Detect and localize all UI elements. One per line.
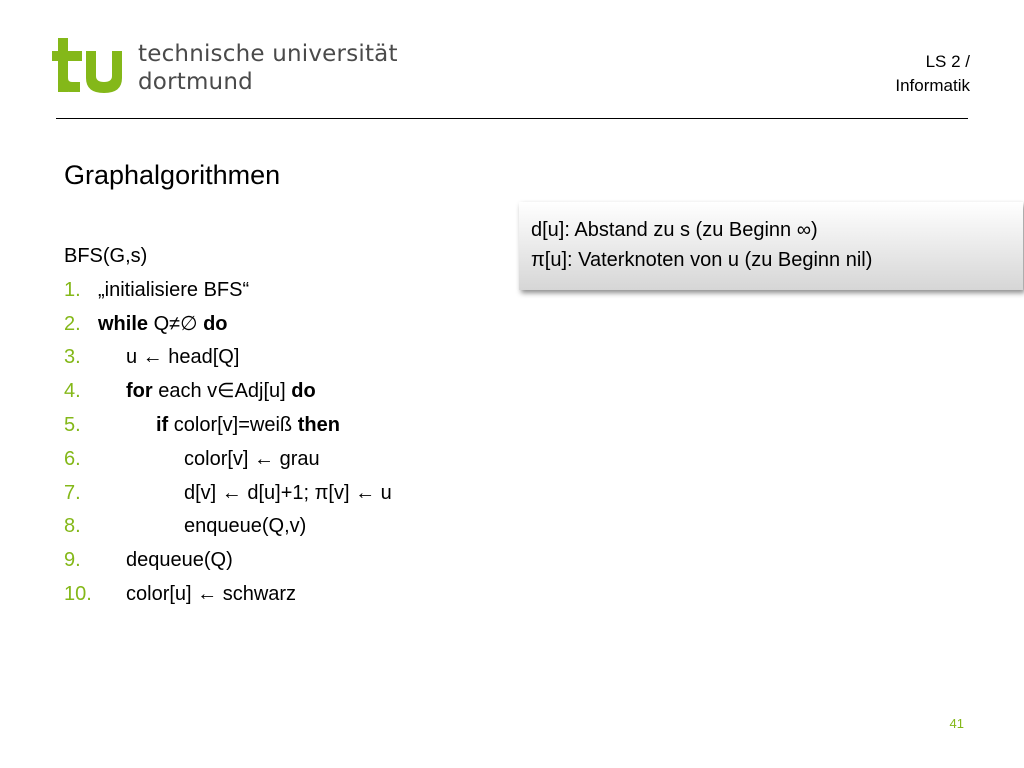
line-number: 3.: [64, 346, 81, 369]
line-number: 4.: [64, 380, 81, 403]
logo-line-1: technische universität: [138, 41, 398, 67]
note-line-2: π[u]: Vaterknoten von u (zu Beginn nil): [531, 249, 873, 271]
keyword: for: [126, 380, 153, 403]
department-label: [895, 50, 970, 98]
page-number: 41: [949, 716, 964, 731]
line-code: [184, 443, 320, 477]
line-number: 2.: [64, 312, 81, 335]
line-code: [98, 308, 228, 342]
tu-logo-icon: [52, 38, 126, 94]
code-text: color[v] ← grau: [184, 447, 320, 470]
line-code: [126, 544, 233, 578]
code-text: color[v]=weiß: [168, 413, 298, 436]
line-number: 9.: [64, 549, 81, 572]
line-number: 1.: [64, 278, 81, 301]
line-code: [184, 477, 392, 511]
keyword: then: [297, 413, 340, 436]
line-number: 7.: [64, 481, 81, 504]
code-text: u ← head[Q]: [126, 346, 240, 369]
code-text: each v∈Adj[u]: [152, 380, 292, 403]
code-text: dequeue(Q): [126, 549, 233, 572]
line-code: [184, 510, 306, 544]
line-code: [126, 341, 239, 375]
code-text: color[u] ← schwarz: [126, 582, 297, 605]
keyword: if: [156, 413, 169, 436]
note-line-1: d[u]: Abstand zu s (zu Beginn ∞): [531, 219, 818, 241]
keyword: do: [291, 380, 316, 403]
line-code: [126, 578, 296, 612]
line-number: 10.: [64, 582, 92, 605]
line-code: [126, 375, 316, 409]
code-text: enqueue(Q,v): [184, 515, 307, 538]
line-number: 6.: [64, 447, 81, 470]
dept-line-2: Informatik: [895, 76, 970, 95]
keyword: while: [98, 312, 149, 335]
dept-line-1: LS 2 /: [925, 52, 970, 71]
line-code: [156, 409, 340, 443]
definitions-box: [519, 202, 1023, 290]
keyword: do: [203, 312, 228, 335]
code-text: d[v] ← d[u]+1; π[v] ← u: [184, 481, 392, 504]
code-text: Q≠∅: [148, 312, 204, 335]
header-divider: [56, 118, 968, 119]
line-code: [98, 274, 249, 308]
university-name: [138, 40, 398, 96]
code-text: „initialisiere BFS“: [98, 278, 250, 301]
logo-line-2: dortmund: [138, 69, 253, 95]
slide-title: Graphalgorithmen: [64, 160, 281, 190]
line-number: 5.: [64, 413, 81, 436]
line-number: 8.: [64, 515, 81, 538]
